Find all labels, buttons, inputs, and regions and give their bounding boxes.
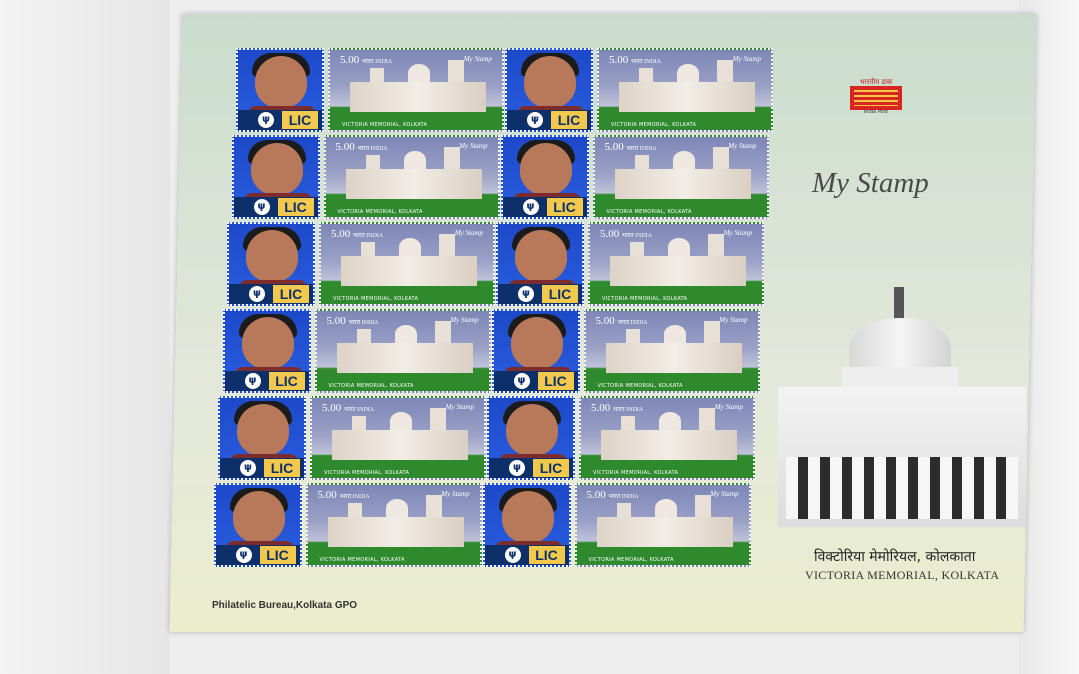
stamp-country: भारत INDIA — [339, 494, 370, 500]
stamp-caption: VICTORIA MEMORIAL, KOLKATA — [588, 557, 674, 563]
stamp-value-main: 5 — [331, 228, 337, 240]
portrait-stamp — [223, 309, 311, 393]
building-body — [606, 343, 742, 373]
building-stamp — [324, 135, 500, 219]
stamp-caption: VICTORIA MEMORIAL, KOLKATA — [606, 209, 692, 215]
colonnade — [786, 457, 1018, 519]
portrait-stamp — [505, 48, 593, 132]
building-dome — [399, 238, 421, 256]
lic-emblem-icon: ψ — [527, 112, 543, 128]
lic-brand: LIC — [264, 459, 300, 477]
face — [246, 230, 298, 282]
building-body — [597, 517, 733, 547]
stamp-value: 5.00 भारत INDIA — [335, 141, 388, 153]
stamp-caption: VICTORIA MEMORIAL, KOLKATA — [328, 383, 414, 389]
stamp-country: भारत INDIA — [357, 146, 388, 152]
building-stamp — [593, 135, 769, 219]
stamp-value-suffix: 00 — [599, 402, 611, 414]
face — [242, 317, 294, 369]
stamp-value: 5.00 भारत INDIA — [317, 489, 370, 501]
stamp-label: My Stamp — [454, 229, 483, 237]
building-body — [619, 82, 755, 112]
building-stamp — [597, 48, 773, 132]
landmark-hindi: विक्टोरिया मेमोरियल, कोलकाता — [814, 549, 976, 565]
portrait-stamp — [501, 135, 589, 219]
lic-brand: LIC — [551, 111, 587, 129]
stamp-value: 5.00 भारत INDIA — [326, 315, 379, 327]
stamp-pair — [214, 483, 482, 567]
stamp-caption: VICTORIA MEMORIAL, KOLKATA — [593, 470, 679, 476]
stamp-country: भारत INDIA — [344, 407, 375, 413]
building-body — [341, 256, 477, 286]
building-body — [601, 430, 737, 460]
sheet-footer: Philatelic Bureau,Kolkata GPO — [212, 600, 358, 611]
stamp-country: भारत INDIA — [613, 407, 644, 413]
stamp-value-suffix: 00 — [330, 402, 342, 414]
stamp-label: My Stamp — [445, 403, 474, 411]
angel-statue — [894, 287, 904, 321]
building-stamp — [328, 48, 504, 132]
stamp-pair — [505, 48, 773, 132]
portrait-stamp — [214, 483, 302, 567]
lic-brand: LIC — [547, 198, 583, 216]
lic-emblem-icon: ψ — [509, 460, 525, 476]
stamp-value-main: 5 — [322, 402, 328, 414]
stamp-label: My Stamp — [459, 142, 488, 150]
face — [502, 491, 554, 543]
stamp-label: My Stamp — [710, 490, 739, 498]
stamp-value-main: 5 — [600, 228, 606, 240]
building-stamp — [584, 309, 760, 393]
lic-brand: LIC — [529, 546, 565, 564]
portrait-stamp — [236, 48, 324, 132]
stamp-value-suffix: 00 — [334, 315, 346, 327]
lic-brand: LIC — [542, 285, 578, 303]
lic-emblem-icon: ψ — [505, 547, 521, 563]
building-body — [332, 430, 468, 460]
building-dome — [655, 499, 677, 517]
stamp-pair — [496, 222, 764, 306]
landmark-english: VICTORIA MEMORIAL, KOLKATA — [805, 568, 1000, 582]
india-post-mark-icon — [850, 86, 902, 110]
logo-english-text: India Post — [863, 109, 889, 115]
stamp-caption: VICTORIA MEMORIAL, KOLKATA — [337, 209, 423, 215]
lic-emblem-icon: ψ — [258, 112, 274, 128]
stamp-pair — [501, 135, 769, 219]
stamp-caption: VICTORIA MEMORIAL, KOLKATA — [611, 122, 697, 128]
page-title: My Stamp — [812, 167, 929, 199]
stamp-label: My Stamp — [441, 490, 470, 498]
stamp-value-suffix: 00 — [603, 315, 615, 327]
lic-brand: LIC — [269, 372, 305, 390]
stamp-value: 5.00 भारत INDIA — [604, 141, 657, 153]
face — [255, 56, 307, 108]
stamp-value: 5.00 भारत INDIA — [591, 402, 644, 414]
lic-brand: LIC — [278, 198, 314, 216]
portrait-stamp — [496, 222, 584, 306]
building-dome — [408, 64, 430, 82]
face — [237, 404, 289, 456]
stamp-value-suffix: 00 — [348, 54, 360, 66]
building-dome — [659, 412, 681, 430]
stamp-pair — [236, 48, 504, 132]
stamp-country: भारत INDIA — [362, 59, 393, 65]
building-stamp — [579, 396, 755, 480]
building-dome — [664, 325, 686, 343]
stamp-value-suffix: 00 — [617, 54, 629, 66]
building-stamp — [315, 309, 491, 393]
stamp-value: 5.00 भारत INDIA — [322, 402, 375, 414]
stamp-value: 5.00 भारत INDIA — [340, 54, 393, 66]
stamp-pair — [487, 396, 755, 480]
building-body — [350, 82, 486, 112]
stamp-value: 5.00 भारत INDIA — [586, 489, 639, 501]
stamp-country: भारत INDIA — [348, 320, 379, 326]
stamp-country: भारत INDIA — [617, 320, 648, 326]
stamp-value-suffix: 00 — [343, 141, 355, 153]
stamp-value-suffix: 00 — [608, 228, 620, 240]
building-dome — [677, 64, 699, 82]
stamp-value-suffix: 00 — [339, 228, 351, 240]
building-dome — [395, 325, 417, 343]
stamp-value: 5.00 भारत INDIA — [595, 315, 648, 327]
stamp-country: भारत INDIA — [622, 233, 653, 239]
stamp-value-main: 5 — [595, 315, 601, 327]
face — [515, 230, 567, 282]
stamp-value-suffix: 00 — [594, 489, 606, 501]
face — [520, 143, 572, 195]
stamp-value: 5.00 भारत INDIA — [609, 54, 662, 66]
building-dome — [404, 151, 426, 169]
stamp-value-main: 5 — [586, 489, 592, 501]
stamp-label: My Stamp — [463, 55, 492, 63]
stamp-value-main: 5 — [609, 54, 615, 66]
victoria-memorial-illustration — [778, 287, 1026, 537]
lic-brand: LIC — [260, 546, 296, 564]
building-dome — [673, 151, 695, 169]
stamp-value: 5.00 भारत INDIA — [331, 228, 384, 240]
portrait-stamp — [483, 483, 571, 567]
building-dome — [668, 238, 690, 256]
portrait-stamp — [227, 222, 315, 306]
background-left — [0, 0, 170, 674]
lic-emblem-icon: ψ — [254, 199, 270, 215]
stamp-caption: VICTORIA MEMORIAL, KOLKATA — [333, 296, 419, 302]
building-stamp — [319, 222, 495, 306]
lic-emblem-icon: ψ — [523, 199, 539, 215]
stamp-pair — [483, 483, 751, 567]
portrait-stamp — [492, 309, 580, 393]
india-post-logo — [850, 78, 902, 116]
building-stamp — [575, 483, 751, 567]
stamp-pair — [218, 396, 486, 480]
stamp-label: My Stamp — [723, 229, 752, 237]
stamp-value-main: 5 — [591, 402, 597, 414]
building-stamp — [588, 222, 764, 306]
building-body — [346, 169, 482, 199]
building-stamp — [310, 396, 486, 480]
lic-emblem-icon: ψ — [518, 286, 534, 302]
stamp-country: भारत INDIA — [631, 59, 662, 65]
stamp-caption: VICTORIA MEMORIAL, KOLKATA — [319, 557, 405, 563]
stamp-label: My Stamp — [450, 316, 479, 324]
stamp-value-main: 5 — [340, 54, 346, 66]
face — [511, 317, 563, 369]
building-body — [328, 517, 464, 547]
stamp-caption: VICTORIA MEMORIAL, KOLKATA — [342, 122, 428, 128]
stamp-value-main: 5 — [335, 141, 341, 153]
logo-hindi-text: भारतीय डाक — [859, 78, 893, 86]
building-body — [610, 256, 746, 286]
stamp-caption: VICTORIA MEMORIAL, KOLKATA — [602, 296, 688, 302]
lic-brand: LIC — [273, 285, 309, 303]
stamp-label: My Stamp — [719, 316, 748, 324]
stamp-value-suffix: 00 — [325, 489, 337, 501]
building-body — [615, 169, 751, 199]
lic-brand: LIC — [533, 459, 569, 477]
portrait-stamp — [232, 135, 320, 219]
face — [233, 491, 285, 543]
portrait-stamp — [218, 396, 306, 480]
lic-emblem-icon: ψ — [240, 460, 256, 476]
stamp-country: भारत INDIA — [353, 233, 384, 239]
portrait-stamp — [487, 396, 575, 480]
stamp-pair — [227, 222, 495, 306]
stamp-value-suffix: 00 — [612, 141, 624, 153]
face — [524, 56, 576, 108]
stamp-country: भारत INDIA — [626, 146, 657, 152]
building-dome — [386, 499, 408, 517]
stamp-caption: VICTORIA MEMORIAL, KOLKATA — [324, 470, 410, 476]
stamp-value-main: 5 — [317, 489, 323, 501]
face — [506, 404, 558, 456]
stamp-pair — [223, 309, 491, 393]
lic-brand: LIC — [282, 111, 318, 129]
stamp-value-main: 5 — [604, 141, 610, 153]
stamp-pair — [492, 309, 760, 393]
stamp-value: 5.00 भारत INDIA — [600, 228, 653, 240]
stamp-label: My Stamp — [714, 403, 743, 411]
stamp-label: My Stamp — [728, 142, 757, 150]
stamp-pair — [232, 135, 500, 219]
lic-emblem-icon: ψ — [249, 286, 265, 302]
stamp-value-main: 5 — [326, 315, 332, 327]
building-stamp — [306, 483, 482, 567]
stamp-caption: VICTORIA MEMORIAL, KOLKATA — [597, 383, 683, 389]
building-dome — [390, 412, 412, 430]
lic-emblem-icon: ψ — [245, 373, 261, 389]
building-body — [337, 343, 473, 373]
stamp-label: My Stamp — [732, 55, 761, 63]
lic-emblem-icon: ψ — [236, 547, 252, 563]
lic-emblem-icon: ψ — [514, 373, 530, 389]
stamp-country: भारत INDIA — [608, 494, 639, 500]
face — [251, 143, 303, 195]
lic-brand: LIC — [538, 372, 574, 390]
